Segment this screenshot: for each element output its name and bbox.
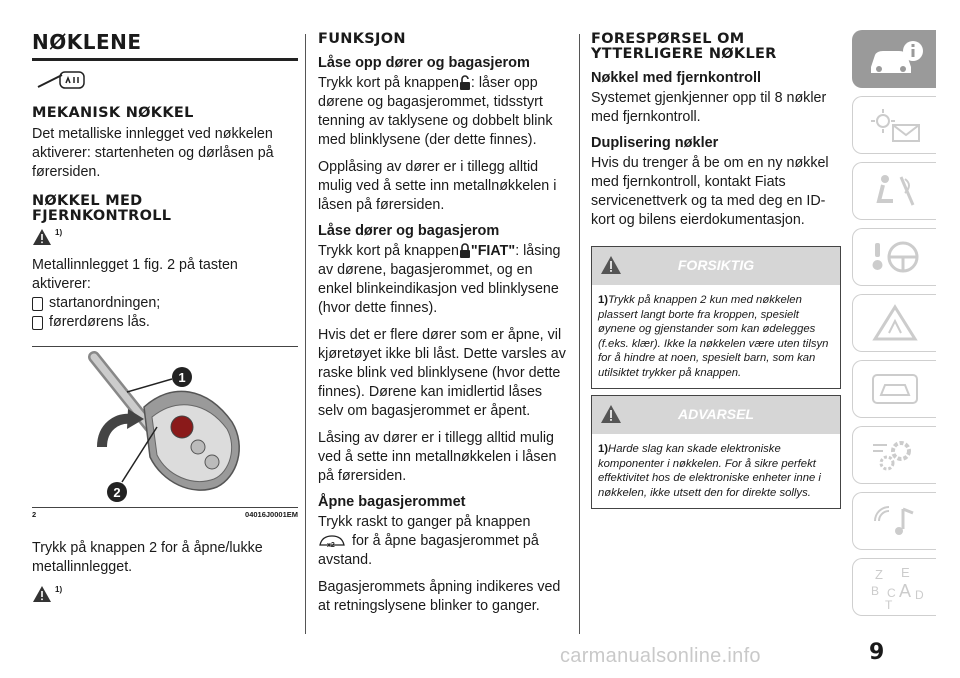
tab-index[interactable]	[852, 558, 936, 616]
remote-key-illustration	[32, 347, 298, 507]
warning-triangle-icon	[32, 585, 52, 603]
page-number: 9	[869, 640, 885, 665]
key-icon	[36, 69, 298, 96]
warning-ref-1: 1)	[32, 228, 298, 250]
figure-caption: 2 04016J0001EM	[32, 507, 298, 519]
media-music-icon	[865, 501, 925, 541]
lock-icon	[459, 243, 471, 259]
tab-steering[interactable]	[852, 228, 936, 286]
gears-icon	[865, 435, 925, 475]
svg-text:T: T	[884, 598, 892, 609]
warning-text: 1)Harde slag kan skade elektroniske komponenter i nøkkelen. For å sikre perfekt effektivitet hos de elektroniske enheter inne i nøkkelen, ikke utsett den for direkte sollys.	[598, 443, 821, 499]
callout-label: 1	[178, 370, 186, 385]
paragraph: Bagasjerommets åpning indikeres ved at retningslysene blinker to ganger.	[318, 579, 561, 614]
warning-triangle-icon	[600, 404, 622, 424]
subheading: Låse dører og bagasjerom	[318, 223, 500, 239]
index-letters-icon	[865, 565, 925, 609]
steering-wheel-icon	[865, 237, 925, 277]
svg-text:E: E	[900, 565, 910, 580]
tab-media[interactable]	[852, 492, 936, 550]
section-heading: FUNKSJON	[318, 31, 406, 47]
paragraph: Hvis du trenger å be om en ny nøkkel med fjernkontroll, kontakt Fiats servicenettverk og ta med deg en ID-kort og bilens eierdokumentasjon.	[591, 155, 829, 228]
warning-triangle-icon	[32, 228, 52, 246]
subheading: Åpne bagasjerommet	[318, 494, 466, 510]
checkbox-icon	[32, 316, 43, 330]
dashboard-car-icon	[865, 369, 925, 409]
tab-airbag-seat[interactable]	[852, 162, 936, 220]
svg-text:Z: Z	[874, 567, 883, 582]
paragraph: Opplåsing av dører er i tillegg alltid mulig ved å sette inn metallnøkkelen i låsen på førersiden.	[318, 159, 557, 213]
chapter-tabs	[852, 30, 936, 624]
tab-dashboard-car[interactable]	[852, 360, 936, 418]
caution-header: FORSIKTIG	[592, 247, 840, 285]
tab-car-info[interactable]	[852, 30, 936, 88]
section-heading: FORESPØRSEL OM YTTERLIGERE NØKLER	[591, 31, 777, 62]
tab-road-warning[interactable]	[852, 294, 936, 352]
caution-box	[591, 246, 841, 389]
paragraph: Hvis det er flere dører som er åpne, vil kjøretøyet ikke bli låst. Dette varsles av raske blink ved blinklysene (hvor dette finnes). Dørene kan imidlertid låses selv om bagasjerommet er åpent.	[318, 327, 566, 419]
svg-text:C: C	[886, 586, 896, 600]
paragraph: Trykk raskt to ganger på knappen x2 for å åpne bagasjerommet på avstand.	[318, 514, 539, 568]
column-divider	[579, 34, 580, 634]
unlock-icon	[459, 75, 471, 91]
paragraph: Trykk kort på knappen : låser opp dørene og bagasjerommet, tidsstyrt tenning av taklysene og dobbelt blink med blinklysene (der dette finnes).	[318, 75, 553, 148]
svg-text:B: B	[870, 584, 879, 598]
warning-header: ADVARSEL	[592, 396, 840, 434]
warning-ref-2: 1)	[32, 585, 298, 607]
mech-key-heading: MEKANISK NØKKEL	[32, 105, 194, 121]
column-3	[591, 30, 841, 509]
callout-label: 2	[113, 485, 121, 500]
key-figure	[32, 346, 298, 507]
airbag-seat-icon	[865, 171, 925, 211]
list-item: førerdørens lås.	[32, 313, 298, 332]
mech-key-text: Det metalliske innlegget ved nøkkelen aktiverer: startenheten og dørlåsen på førersiden.	[32, 126, 274, 180]
paragraph: Låsing av dører er i tillegg alltid mulig ved å sette inn metallnøkkelen i låsen på førersiden.	[318, 430, 557, 484]
car-info-icon	[865, 39, 925, 79]
subheading: Duplisering nøkler	[591, 135, 719, 151]
column-divider	[305, 34, 306, 634]
tab-gears[interactable]	[852, 426, 936, 484]
list-item: startanordningen;	[32, 294, 298, 313]
svg-text:A: A	[898, 581, 911, 601]
paragraph: Trykk kort på knappen "FIAT": låsing av dørene, bagasjerommet, og en enkel blinkeindikasjon ved blinklysene (hvor dette finnes).	[318, 243, 561, 316]
column-2	[318, 30, 566, 624]
column-1	[32, 30, 298, 613]
trunk-x2-icon: x2	[318, 533, 346, 549]
paragraph: Systemet gjenkjenner opp til 8 nøkler med fjernkontroll.	[591, 90, 827, 125]
bottom-text: Trykk på knappen 2 for å åpne/lukke metallinnlegget.	[32, 540, 263, 575]
road-warning-icon	[865, 303, 925, 343]
tab-lights-mail[interactable]	[852, 96, 936, 154]
checkbox-icon	[32, 297, 43, 311]
watermark: carmanualsonline.info	[560, 645, 761, 667]
page-title: NØKLENE	[32, 30, 298, 61]
svg-text:D: D	[914, 588, 924, 602]
remote-key-text: Metallinnlegget 1 fig. 2 på tasten aktiverer:	[32, 257, 238, 292]
lights-mail-icon	[865, 105, 925, 145]
remote-key-heading: NØKKEL MED FJERNKONTROLL	[32, 193, 172, 224]
subheading: Nøkkel med fjernkontroll	[591, 70, 762, 86]
subheading: Låse opp dører og bagasjerom	[318, 55, 530, 71]
caution-text: 1)Trykk på knappen 2 kun med nøkkelen plassert langt borte fra kroppen, spesielt øynene og gjenstander som kan ødelegges (f.eks. klær). Ikke la nøkkelen være uten tilsyn for å hindre at noen, spesielt barn, som kan utilsiktet trykker på knappen.	[598, 294, 829, 379]
warning-triangle-icon	[600, 255, 622, 275]
warning-box	[591, 395, 841, 509]
